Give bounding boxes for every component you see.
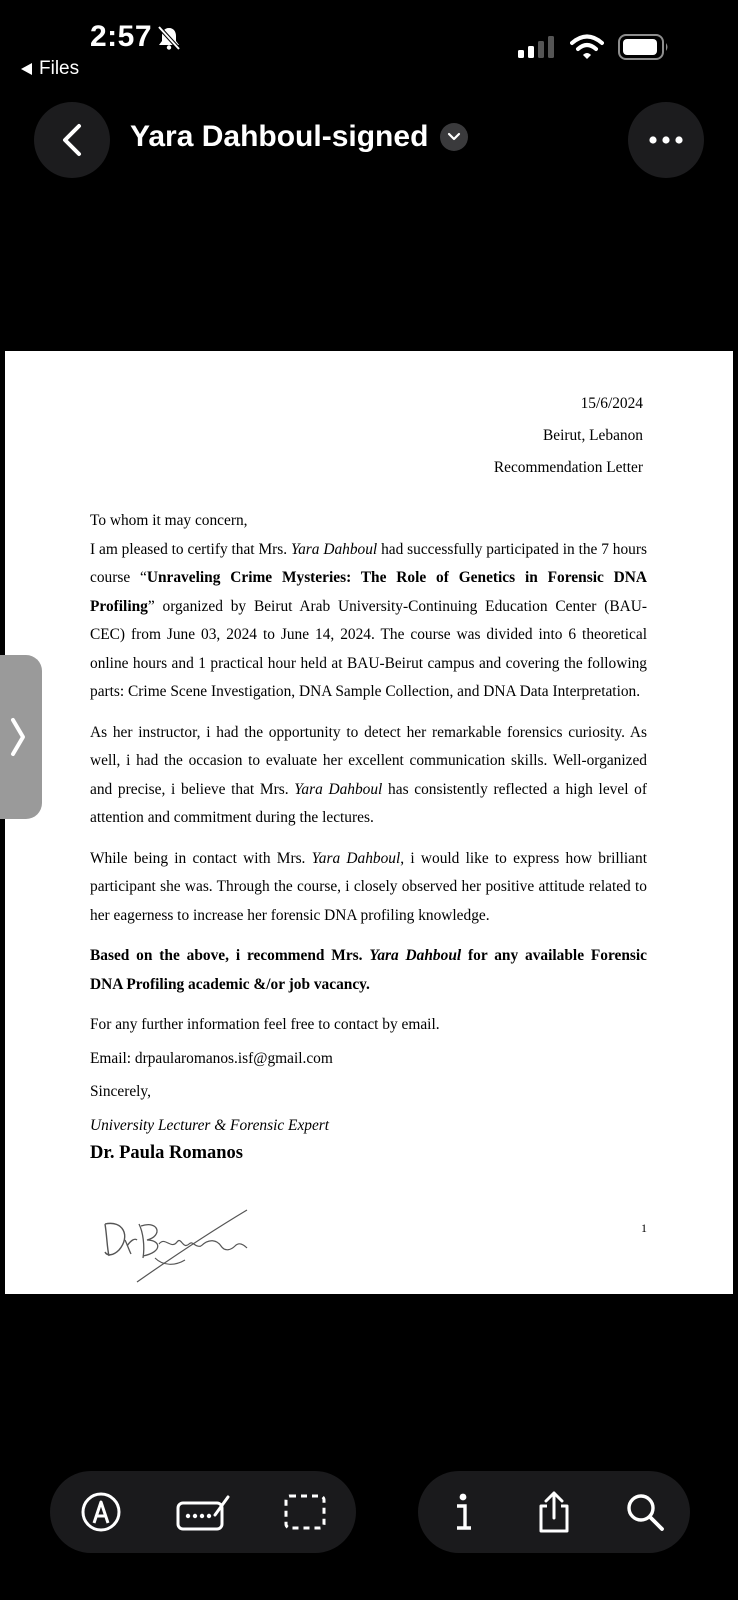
wifi-icon: [570, 34, 604, 60]
closing-line: Sincerely,: [90, 1083, 151, 1100]
paragraph-text: , i would like to express how brilliant participant she was. Through the course, i closely observed her positive attitude related to her eagerness to increase her forensic DNA profiling knowledge.: [90, 849, 647, 924]
clock-label: 2:57: [90, 20, 153, 53]
ellipsis-icon: [648, 136, 684, 144]
letter-subject: Recommendation Letter: [493, 459, 643, 476]
document-page[interactable]: [5, 351, 733, 1294]
paragraph-recommendation: [90, 942, 647, 999]
status-time: [90, 20, 182, 54]
back-button[interactable]: [34, 102, 110, 178]
selection-button[interactable]: [275, 1482, 335, 1542]
signer-title: University Lecturer & Forensic Expert: [90, 1116, 330, 1134]
back-triangle-icon: [20, 62, 33, 76]
share-icon: [536, 1490, 572, 1534]
chevron-right-icon: [9, 717, 27, 757]
letter-location: Beirut, Lebanon: [542, 427, 643, 444]
paragraph-text: Based on the above, i recommend Mrs.: [90, 947, 370, 964]
handwritten-signature: [97, 1206, 257, 1286]
paragraph-text: While being in contact with Mrs.: [90, 849, 312, 867]
bell-slash-icon: [156, 25, 182, 51]
battery-icon: [618, 34, 670, 60]
annotation-toolbar: [50, 1471, 356, 1553]
search-icon: [625, 1492, 665, 1532]
more-options-button[interactable]: [628, 102, 704, 178]
letter-date: 15/6/2024: [580, 395, 643, 412]
signer-name: Dr. Paula Romanos: [90, 1143, 243, 1163]
chevron-left-icon: [60, 123, 84, 157]
cellular-signal-icon: [518, 36, 556, 58]
participant-name: Yara Dahboul: [290, 540, 378, 558]
email-line: Email: drpaularomanos.isf@gmail.com: [90, 1049, 333, 1067]
participant-name: Yara Dahboul: [294, 780, 383, 798]
participant-name: Yara Dahboul: [369, 947, 462, 964]
paragraph-text: As her instructor, i had the opportunity to detect her remarkable forensics curiosity. As well, i had the occasion to evaluate her excellent communication skills. Well-organized and precise, i believe that Mrs.: [90, 723, 647, 798]
paragraph-instructor: [90, 719, 647, 833]
contact-line: For any further information feel free to contact by email.: [90, 1016, 440, 1033]
paragraph-text: for any available Forensic DNA Profiling academic &/or job vacancy.: [90, 947, 648, 993]
course-title: Unraveling Crime Mysteries: The Role of Genetics in Forensic DNA Profiling: [90, 569, 647, 615]
markup-icon: [80, 1491, 122, 1533]
document-toolbar: [418, 1471, 690, 1553]
paragraph-text: ” organized by Beirut Arab University-Continuing Education Center (BAU-CEC) from June 03, 2024 to June 14, 2024. The course was divided into 6 theoretical online hours and 1 practical hour held at BAU-Beirut campus and covering the following parts: Crime Scene Investigation, DNA Sample Collection, and DNA Data Interpretation.: [90, 597, 647, 700]
paragraph-text: I am pleased to certify that Mrs.: [90, 540, 291, 558]
sidebar-toggle-handle[interactable]: [0, 655, 42, 819]
paragraph-certification: [90, 536, 647, 707]
participant-name: Yara Dahboul: [311, 849, 401, 867]
paragraph-observation: [90, 845, 647, 931]
search-button[interactable]: [615, 1482, 675, 1542]
document-title: Yara Dahboul-signed: [130, 120, 429, 153]
paragraph-text: had successfully participated in the 7 hours course “: [90, 540, 647, 586]
status-indicators: [518, 34, 670, 60]
info-button[interactable]: [433, 1482, 493, 1542]
back-to-files-label: Files: [39, 58, 80, 79]
chevron-down-icon: [440, 123, 468, 151]
markup-button[interactable]: [71, 1482, 131, 1542]
keyboard-icon: [175, 1491, 231, 1533]
paragraph-text: has consistently reflected a high level of attention and commitment during the lectures.: [90, 780, 647, 826]
keyboard-button[interactable]: [173, 1482, 233, 1542]
info-icon: [451, 1491, 475, 1533]
page-number: 1: [641, 1221, 647, 1235]
back-to-files-link[interactable]: [20, 58, 79, 80]
letter-greeting: To whom it may concern,: [90, 512, 248, 529]
share-button[interactable]: [524, 1482, 584, 1542]
letter-body: [90, 507, 647, 1164]
document-title-menu[interactable]: [130, 120, 468, 154]
selection-icon: [283, 1493, 327, 1531]
